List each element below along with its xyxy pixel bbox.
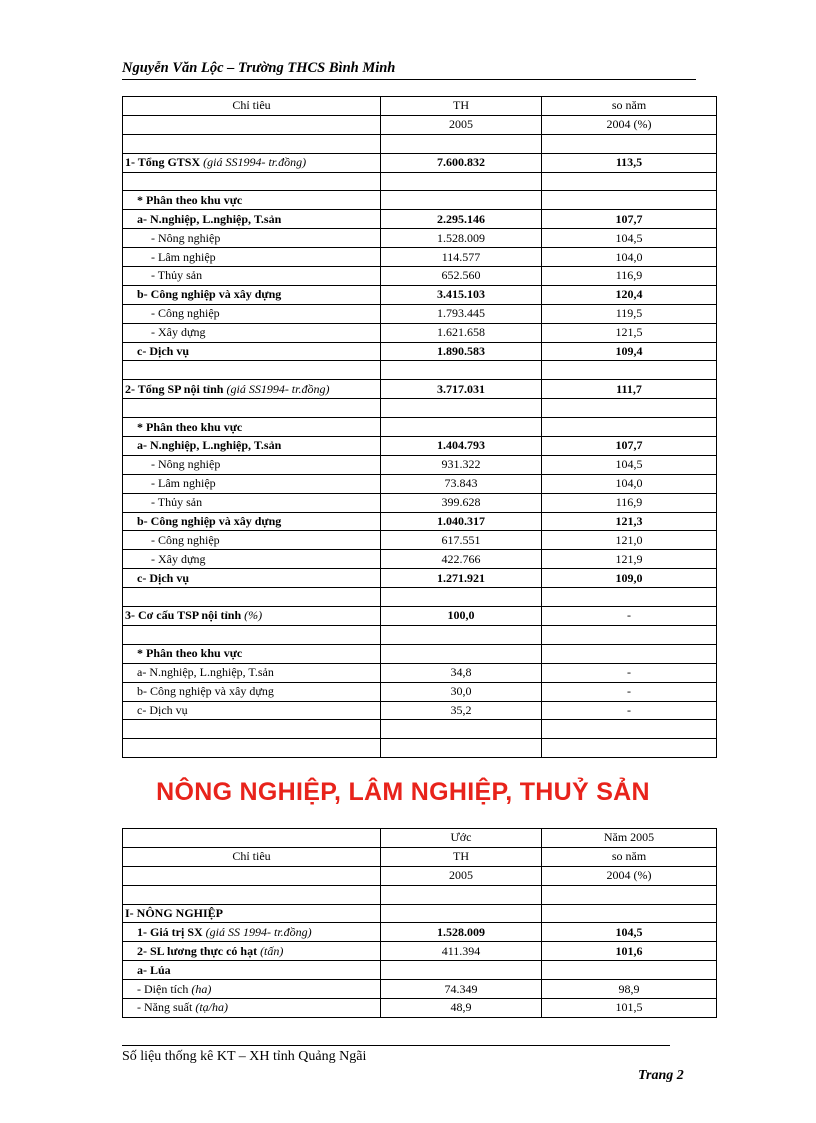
table-cell: * Phân theo khu vực (123, 191, 381, 210)
table-cell: 30,0 (381, 682, 542, 701)
table-cell: 1.621.658 (381, 323, 542, 342)
section-title (0, 778, 816, 807)
table-cell: c- Dịch vụ (123, 342, 381, 361)
table-row (123, 153, 717, 172)
table-cell: 617.551 (381, 531, 542, 550)
table-row (123, 418, 717, 437)
table-cell: 422.766 (381, 550, 542, 569)
table-cell: 121,3 (542, 512, 717, 531)
table-cell: 1.528.009 (381, 923, 542, 942)
table-cell (542, 644, 717, 663)
footer-source: Số liệu thống kê KT – XH tỉnh Quảng Ngãi (122, 1049, 367, 1064)
cell-unit-text: (giá SS1994- tr.đồng) (226, 381, 330, 396)
table-row (123, 399, 717, 418)
table-row (123, 569, 717, 588)
cell-unit-text: (giá SS1994- tr.đồng) (203, 155, 307, 170)
table-cell: 2.295.146 (381, 210, 542, 229)
header-divider (122, 79, 696, 80)
table-row (123, 550, 717, 569)
table-header-row (123, 97, 717, 116)
table-cell: - Thủy sản (123, 493, 381, 512)
table-cell: 119,5 (542, 304, 717, 323)
table-cell: - (542, 663, 717, 682)
table-row (123, 999, 717, 1018)
table-cell: - Nông nghiệp (123, 455, 381, 474)
table-row (123, 942, 717, 961)
table-cell: - Nông nghiệp (123, 229, 381, 248)
table-cell: b- Công nghiệp và xây dựng (123, 682, 381, 701)
cell-label-text: - Diện tích (137, 981, 192, 996)
table-cell (381, 885, 542, 904)
cell-unit-text: (%) (244, 608, 263, 623)
table-row (123, 904, 717, 923)
table-cell: - (542, 607, 717, 626)
table-cell: 104,5 (542, 455, 717, 474)
table-cell: Chỉ tiêu (123, 97, 381, 116)
table-cell: 1.271.921 (381, 569, 542, 588)
table-cell: TH (381, 97, 542, 116)
table-cell (542, 739, 717, 758)
table-cell (123, 999, 381, 1018)
table-cell (542, 904, 717, 923)
table-row (123, 455, 717, 474)
table-cell (123, 361, 381, 380)
table-cell (123, 625, 381, 644)
table-cell: 107,7 (542, 210, 717, 229)
section-title-text: NÔNG NGHIỆP, LÂM NGHIỆP, THUỶ SẢN (156, 778, 650, 806)
cell-unit-text: (tạ/ha) (195, 1000, 228, 1015)
table-cell (123, 739, 381, 758)
table-cell (381, 418, 542, 437)
table-header-row (123, 115, 717, 134)
table-row (123, 512, 717, 531)
table-row (123, 961, 717, 980)
cell-label-text: 1- Giá trị SX (137, 924, 206, 939)
table-cell: 1.528.009 (381, 229, 542, 248)
table-cell: 2004 (%) (542, 866, 717, 885)
table-cell: - Xây dựng (123, 323, 381, 342)
table-cell (123, 134, 381, 153)
table-cell: 1.404.793 (381, 437, 542, 456)
table-cell: c- Dịch vụ (123, 701, 381, 720)
table-cell (381, 720, 542, 739)
table-row (123, 248, 717, 267)
table-cell: 107,7 (542, 437, 717, 456)
table-cell (123, 829, 381, 848)
table-cell: 35,2 (381, 701, 542, 720)
table-cell: * Phân theo khu vực (123, 418, 381, 437)
table-row (123, 607, 717, 626)
table-cell: 2005 (381, 866, 542, 885)
table-cell: 120,4 (542, 285, 717, 304)
table-header-row (123, 847, 717, 866)
table-cell (123, 588, 381, 607)
page-header: Nguyễn Văn Lộc – Trường THCS Bình Minh (122, 60, 396, 76)
table-cell: Ước (381, 829, 542, 848)
table-cell (123, 115, 381, 134)
table-row (123, 342, 717, 361)
table-row (123, 682, 717, 701)
table-cell (542, 720, 717, 739)
table-row (123, 588, 717, 607)
table-cell (123, 980, 381, 999)
table-cell: 101,6 (542, 942, 717, 961)
table-row (123, 229, 717, 248)
table-cell: 109,0 (542, 569, 717, 588)
table-cell (381, 739, 542, 758)
table-row (123, 172, 717, 191)
cell-unit-text: (ha) (191, 981, 212, 996)
table-row (123, 267, 717, 286)
table-cell: 104,0 (542, 474, 717, 493)
table-cell: - Lâm nghiệp (123, 248, 381, 267)
table-cell: TH (381, 847, 542, 866)
table-cell: 121,9 (542, 550, 717, 569)
table-cell: a- N.nghiệp, L.nghiệp, T.sản (123, 437, 381, 456)
table-cell: 104,5 (542, 923, 717, 942)
table-cell (381, 961, 542, 980)
table-header-row (123, 829, 717, 848)
table-cell (542, 588, 717, 607)
table-cell: 34,8 (381, 663, 542, 682)
table-cell (381, 134, 542, 153)
table-cell: 74.349 (381, 980, 542, 999)
table-cell (381, 361, 542, 380)
table-cell: 931.322 (381, 455, 542, 474)
cell-label-text: 2- SL lương thực có hạt (137, 943, 261, 958)
table-cell (123, 172, 381, 191)
table-cell: 109,4 (542, 342, 717, 361)
table-cell: 121,5 (542, 323, 717, 342)
table-cell: a- N.nghiệp, L.nghiệp, T.sản (123, 210, 381, 229)
table-row (123, 474, 717, 493)
table-cell: 111,7 (542, 380, 717, 399)
table-cell (123, 153, 381, 172)
table-cell: a- N.nghiệp, L.nghiệp, T.sản (123, 663, 381, 682)
table-cell: so năm (542, 97, 717, 116)
cell-unit-text: (giá SS 1994- tr.đồng) (205, 924, 312, 939)
table-cell: - Công nghiệp (123, 531, 381, 550)
table-cell (542, 961, 717, 980)
table-row (123, 625, 717, 644)
table-cell (542, 134, 717, 153)
table-row (123, 531, 717, 550)
table-cell: b- Công nghiệp và xây dựng (123, 512, 381, 531)
table-cell (542, 885, 717, 904)
table-cell (542, 361, 717, 380)
table-cell (542, 191, 717, 210)
table-cell: 98,9 (542, 980, 717, 999)
table-cell (542, 399, 717, 418)
statistics-table-general (122, 96, 717, 758)
table-row (123, 644, 717, 663)
table-cell (381, 172, 542, 191)
cell-label-text: 1- Tổng GTSX (125, 155, 204, 170)
table-cell: 1.793.445 (381, 304, 542, 323)
table-cell: - (542, 682, 717, 701)
table-cell: 7.600.832 (381, 153, 542, 172)
table-cell (123, 885, 381, 904)
table-cell: 104,0 (542, 248, 717, 267)
table-row (123, 720, 717, 739)
table-cell: 48,9 (381, 999, 542, 1018)
table-cell (123, 866, 381, 885)
table-cell: 73.843 (381, 474, 542, 493)
table-cell: 2004 (%) (542, 115, 717, 134)
table-row (123, 304, 717, 323)
table-cell: 101,5 (542, 999, 717, 1018)
table-cell: - (542, 701, 717, 720)
table-cell: 104,5 (542, 229, 717, 248)
table-row (123, 885, 717, 904)
table-cell: 3.415.103 (381, 285, 542, 304)
table-cell: 116,9 (542, 493, 717, 512)
table-cell: b- Công nghiệp và xây dựng (123, 285, 381, 304)
table-cell (381, 904, 542, 923)
table-cell: 652.560 (381, 267, 542, 286)
table-cell: 113,5 (542, 153, 717, 172)
table-cell (123, 380, 381, 399)
table-cell (381, 191, 542, 210)
table-cell: 114.577 (381, 248, 542, 267)
table-cell: 399.628 (381, 493, 542, 512)
table-cell (542, 625, 717, 644)
table-row (123, 285, 717, 304)
table-row (123, 493, 717, 512)
table-cell: Năm 2005 (542, 829, 717, 848)
table-row (123, 210, 717, 229)
table-cell: 100,0 (381, 607, 542, 626)
table-cell: 3.717.031 (381, 380, 542, 399)
table-cell (381, 625, 542, 644)
table-row (123, 437, 717, 456)
footer-divider (122, 1045, 670, 1046)
table-cell (123, 942, 381, 961)
table-cell (542, 418, 717, 437)
table-cell: 121,0 (542, 531, 717, 550)
table-row (123, 134, 717, 153)
table-cell: 1.890.583 (381, 342, 542, 361)
table-cell: - Lâm nghiệp (123, 474, 381, 493)
table-row (123, 380, 717, 399)
table-cell (123, 607, 381, 626)
table-cell: 116,9 (542, 267, 717, 286)
table-cell: 411.394 (381, 942, 542, 961)
table-row (123, 191, 717, 210)
cell-unit-text: (tấn) (260, 943, 284, 958)
table-cell: c- Dịch vụ (123, 569, 381, 588)
table-cell: - Thủy sản (123, 267, 381, 286)
table-cell: 1.040.317 (381, 512, 542, 531)
table-cell (123, 720, 381, 739)
table-cell: 2005 (381, 115, 542, 134)
cell-label-text: 3- Cơ cấu TSP nội tỉnh (125, 608, 245, 623)
table-row (123, 701, 717, 720)
table-row (123, 980, 717, 999)
page-number: Trang 2 (638, 1068, 684, 1083)
table-cell: I- NÔNG NGHIỆP (123, 904, 381, 923)
table-cell (123, 923, 381, 942)
table-cell: a- Lúa (123, 961, 381, 980)
table-cell: * Phân theo khu vực (123, 644, 381, 663)
table-row (123, 663, 717, 682)
table-cell: Chỉ tiêu (123, 847, 381, 866)
table-cell: so năm (542, 847, 717, 866)
table-cell (123, 399, 381, 418)
table-row (123, 323, 717, 342)
table-cell (381, 399, 542, 418)
table-cell: - Xây dựng (123, 550, 381, 569)
table-cell: - Công nghiệp (123, 304, 381, 323)
table-cell (381, 588, 542, 607)
cell-label-text: - Năng suất (137, 1000, 196, 1015)
table-cell (542, 172, 717, 191)
table-row (123, 361, 717, 380)
table-header-row (123, 866, 717, 885)
statistics-table-agriculture (122, 828, 717, 1018)
table-cell (381, 644, 542, 663)
table-row (123, 739, 717, 758)
cell-label-text: 2- Tổng SP nội tỉnh (125, 381, 227, 396)
table-row (123, 923, 717, 942)
